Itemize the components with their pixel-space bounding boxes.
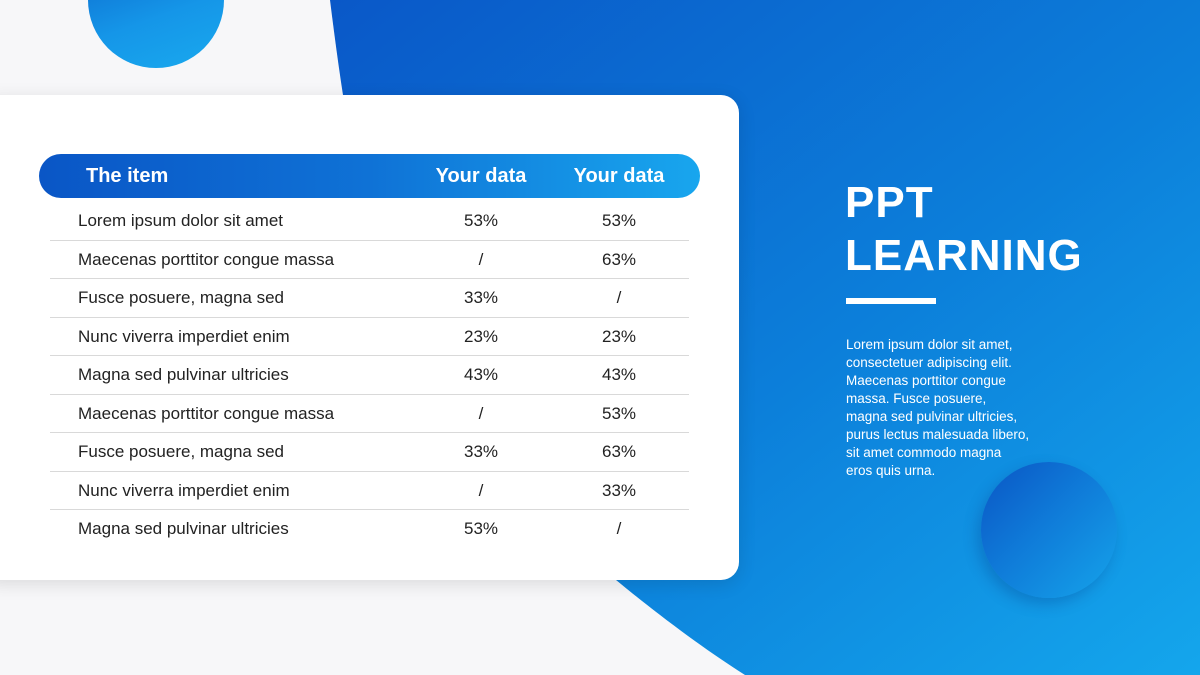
header-data-1: Your data: [435, 165, 527, 187]
row-item: Nunc viverra imperdiet enim: [78, 326, 290, 346]
row-data-1: /: [478, 480, 484, 500]
row-item: Maecenas porttitor congue massa: [78, 249, 335, 269]
row-data-1: 33%: [463, 288, 499, 307]
row-data-2: 43%: [601, 365, 637, 384]
row-item: Maecenas porttitor congue massa: [78, 403, 335, 423]
table-row: [50, 472, 689, 511]
row-item: Lorem ipsum dolor sit amet: [78, 211, 284, 230]
table-row: [50, 202, 689, 241]
row-item: Magna sed pulvinar ultricies: [78, 365, 289, 384]
row-data-1: 23%: [463, 326, 499, 346]
row-data-1: 33%: [463, 442, 499, 461]
header-item: The item: [86, 165, 169, 187]
decorative-circle-right: [981, 462, 1117, 598]
table-row: [50, 356, 689, 395]
row-data-1: /: [478, 249, 484, 269]
row-data-2: 53%: [601, 403, 637, 423]
table-row: [50, 318, 689, 357]
row-data-2: 53%: [601, 211, 637, 230]
row-data-2: /: [616, 288, 622, 307]
table-row: [50, 395, 689, 434]
table-row: [50, 279, 689, 318]
row-data-2: 23%: [601, 326, 637, 346]
table-row: [50, 433, 689, 472]
table-body: [50, 202, 689, 548]
slide-title: [845, 176, 1083, 282]
row-data-1: /: [478, 403, 484, 423]
row-data-2: /: [616, 519, 622, 538]
row-data-2: 63%: [601, 249, 637, 269]
title-line-1: PPT: [845, 178, 934, 227]
row-item: Magna sed pulvinar ultricies: [78, 519, 289, 538]
header-data-2: Your data: [573, 165, 665, 187]
row-data-2: 63%: [601, 442, 637, 461]
row-item: Fusce posuere, magna sed: [78, 442, 285, 461]
table-row: [50, 510, 689, 548]
row-item: Nunc viverra imperdiet enim: [78, 480, 290, 500]
row-item: Fusce posuere, magna sed: [78, 288, 285, 307]
row-data-1: 43%: [463, 365, 499, 384]
row-data-2: 33%: [601, 480, 637, 500]
title-line-2: LEARNING: [845, 231, 1083, 280]
table-header: [39, 154, 700, 198]
slide-description: Lorem ipsum dolor sit amet, consectetuer adipiscing elit. Maecenas porttitor congue massa. Fusce posuere, magna sed pulvinar ultricies, purus lectus malesuada libero, sit amet commodo magna eros quis urna.: [846, 337, 1030, 478]
title-underline: [846, 298, 936, 304]
row-data-1: 53%: [463, 519, 499, 538]
row-data-1: 53%: [463, 211, 499, 230]
table-row: [50, 241, 689, 280]
